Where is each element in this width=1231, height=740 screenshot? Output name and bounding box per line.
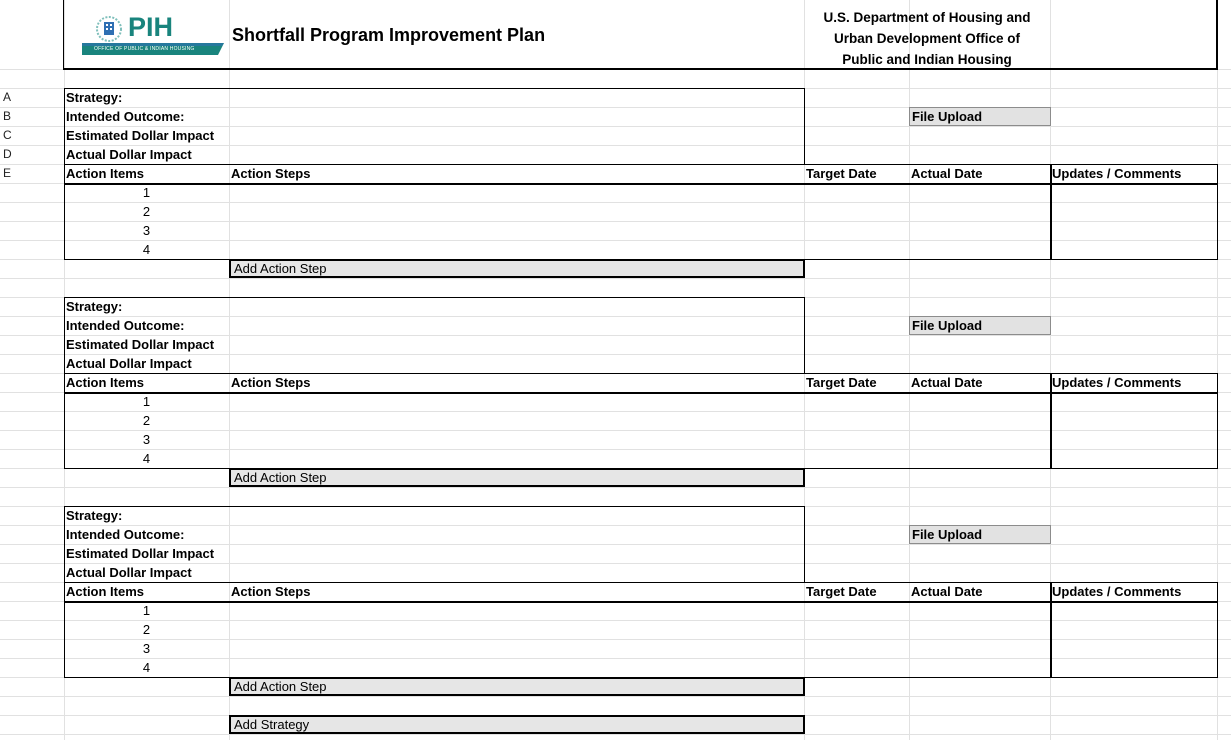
cell-action-steps[interactable] xyxy=(229,392,804,411)
cell-action-steps[interactable] xyxy=(229,658,804,677)
action-item-number: 3 xyxy=(142,223,151,238)
action-item-number: 4 xyxy=(142,451,151,466)
file-upload-button[interactable]: File Upload xyxy=(909,525,1051,544)
column-header-target-date: Target Date xyxy=(806,584,877,599)
column-header-actual-date: Actual Date xyxy=(911,375,983,390)
cell-target-date[interactable] xyxy=(804,392,909,411)
column-header-actual-date: Actual Date xyxy=(911,584,983,599)
cell-updates-comments[interactable] xyxy=(1050,392,1217,411)
add-strategy-button[interactable]: Add Strategy xyxy=(229,715,805,734)
gridline-horizontal xyxy=(0,278,1231,279)
column-header-action-items: Action Items xyxy=(66,166,145,181)
cell-action-steps[interactable] xyxy=(229,202,804,221)
cell-action-steps[interactable] xyxy=(229,183,804,202)
add-action-step-button[interactable]: Add Action Step xyxy=(229,677,805,696)
column-header-action-steps: Action Steps xyxy=(231,166,311,181)
row-label-d: D xyxy=(3,147,12,161)
cell-target-date[interactable] xyxy=(804,658,909,677)
cell-actual-date[interactable] xyxy=(909,601,1050,620)
action-item-number: 2 xyxy=(142,413,151,428)
cell-action-steps[interactable] xyxy=(229,411,804,430)
cell-target-date[interactable] xyxy=(804,221,909,240)
cell-actual-date[interactable] xyxy=(909,202,1050,221)
cell-target-date[interactable] xyxy=(804,411,909,430)
cell-actual-date[interactable] xyxy=(909,183,1050,202)
cell-actual-date[interactable] xyxy=(909,411,1050,430)
intended-outcome-input[interactable] xyxy=(229,316,804,335)
intended-outcome-input[interactable] xyxy=(229,107,804,126)
row-label-b: B xyxy=(3,109,12,123)
actual-dollar-impact-input[interactable] xyxy=(229,145,804,164)
cell-action-steps[interactable] xyxy=(229,601,804,620)
action-item-number: 3 xyxy=(142,432,151,447)
cell-target-date[interactable] xyxy=(804,639,909,658)
cell-action-steps[interactable] xyxy=(229,221,804,240)
cell-actual-date[interactable] xyxy=(909,221,1050,240)
actual-dollar-impact-label: Actual Dollar Impact xyxy=(66,356,192,371)
cell-target-date[interactable] xyxy=(804,449,909,468)
intended-outcome-label: Intended Outcome: xyxy=(66,527,185,542)
cell-actual-date[interactable] xyxy=(909,449,1050,468)
estimated-dollar-impact-input[interactable] xyxy=(229,544,804,563)
cell-action-steps[interactable] xyxy=(229,449,804,468)
action-item-number: 1 xyxy=(142,394,151,409)
cell-target-date[interactable] xyxy=(804,620,909,639)
cell-action-steps[interactable] xyxy=(229,240,804,259)
add-action-step-button[interactable]: Add Action Step xyxy=(229,468,805,487)
column-header-updates-comments: Updates / Comments xyxy=(1052,166,1182,181)
action-item-number: 3 xyxy=(142,641,151,656)
action-item-number: 2 xyxy=(142,204,151,219)
cell-target-date[interactable] xyxy=(804,240,909,259)
column-header-action-steps: Action Steps xyxy=(231,375,311,390)
logo-subtitle: OFFICE OF PUBLIC & INDIAN HOUSING xyxy=(94,46,195,52)
gridline-vertical xyxy=(1217,0,1218,740)
agency-name: U.S. Department of Housing and Urban Development Office of Public and Indian Housing xyxy=(823,10,1031,67)
strategy-label: Strategy: xyxy=(66,299,123,314)
cell-target-date[interactable] xyxy=(804,183,909,202)
intended-outcome-input[interactable] xyxy=(229,525,804,544)
actual-dollar-impact-label: Actual Dollar Impact xyxy=(66,147,192,162)
actual-dollar-impact-input[interactable] xyxy=(229,563,804,582)
cell-target-date[interactable] xyxy=(804,430,909,449)
file-upload-button[interactable]: File Upload xyxy=(909,107,1051,126)
cell-updates-comments[interactable] xyxy=(1050,639,1217,658)
row-label-c: C xyxy=(3,128,12,142)
column-header-actual-date: Actual Date xyxy=(911,166,983,181)
cell-updates-comments[interactable] xyxy=(1050,183,1217,202)
cell-updates-comments[interactable] xyxy=(1050,430,1217,449)
cell-updates-comments[interactable] xyxy=(1050,620,1217,639)
gridline-horizontal xyxy=(0,734,1231,735)
cell-updates-comments[interactable] xyxy=(1050,240,1217,259)
cell-target-date[interactable] xyxy=(804,601,909,620)
cell-updates-comments[interactable] xyxy=(1050,221,1217,240)
column-header-target-date: Target Date xyxy=(806,375,877,390)
action-item-number: 1 xyxy=(142,603,151,618)
intended-outcome-label: Intended Outcome: xyxy=(66,109,185,124)
strategy-input[interactable] xyxy=(229,506,804,525)
add-action-step-button[interactable]: Add Action Step xyxy=(229,259,805,278)
column-header-action-items: Action Items xyxy=(66,375,145,390)
cell-updates-comments[interactable] xyxy=(1050,411,1217,430)
pih-logo xyxy=(82,12,224,58)
column-header-updates-comments: Updates / Comments xyxy=(1052,375,1182,390)
cell-actual-date[interactable] xyxy=(909,658,1050,677)
strategy-label: Strategy: xyxy=(66,90,123,105)
cell-actual-date[interactable] xyxy=(909,240,1050,259)
column-header-target-date: Target Date xyxy=(806,166,877,181)
estimated-dollar-impact-input[interactable] xyxy=(229,335,804,354)
column-header-updates-comments: Updates / Comments xyxy=(1052,584,1182,599)
cell-action-steps[interactable] xyxy=(229,430,804,449)
cell-updates-comments[interactable] xyxy=(1050,601,1217,620)
cell-action-steps[interactable] xyxy=(229,639,804,658)
strategy-label: Strategy: xyxy=(66,508,123,523)
row-label-e: E xyxy=(3,166,12,180)
gridline-horizontal xyxy=(0,487,1231,488)
estimated-dollar-impact-input[interactable] xyxy=(229,126,804,145)
actual-dollar-impact-label: Actual Dollar Impact xyxy=(66,565,192,580)
actual-dollar-impact-input[interactable] xyxy=(229,354,804,373)
cell-updates-comments[interactable] xyxy=(1050,658,1217,677)
cell-actual-date[interactable] xyxy=(909,392,1050,411)
gridline-horizontal xyxy=(0,696,1231,697)
action-item-number: 1 xyxy=(142,185,151,200)
estimated-dollar-impact-label: Estimated Dollar Impact xyxy=(66,337,215,352)
row-label-a: A xyxy=(3,90,12,104)
cell-updates-comments[interactable] xyxy=(1050,449,1217,468)
cell-actual-date[interactable] xyxy=(909,430,1050,449)
action-item-number: 4 xyxy=(142,242,151,257)
strategy-input[interactable] xyxy=(229,88,804,107)
column-header-action-steps: Action Steps xyxy=(231,584,311,599)
cell-action-steps[interactable] xyxy=(229,620,804,639)
action-item-number: 2 xyxy=(142,622,151,637)
cell-actual-date[interactable] xyxy=(909,620,1050,639)
strategy-input[interactable] xyxy=(229,297,804,316)
logo-text: PIH xyxy=(128,12,174,42)
column-header-action-items: Action Items xyxy=(66,584,145,599)
file-upload-button[interactable]: File Upload xyxy=(909,316,1051,335)
cell-updates-comments[interactable] xyxy=(1050,202,1217,221)
page-title: Shortfall Program Improvement Plan xyxy=(232,25,546,45)
estimated-dollar-impact-label: Estimated Dollar Impact xyxy=(66,546,215,561)
cell-target-date[interactable] xyxy=(804,202,909,221)
action-item-number: 4 xyxy=(142,660,151,675)
intended-outcome-label: Intended Outcome: xyxy=(66,318,185,333)
estimated-dollar-impact-label: Estimated Dollar Impact xyxy=(66,128,215,143)
cell-actual-date[interactable] xyxy=(909,639,1050,658)
